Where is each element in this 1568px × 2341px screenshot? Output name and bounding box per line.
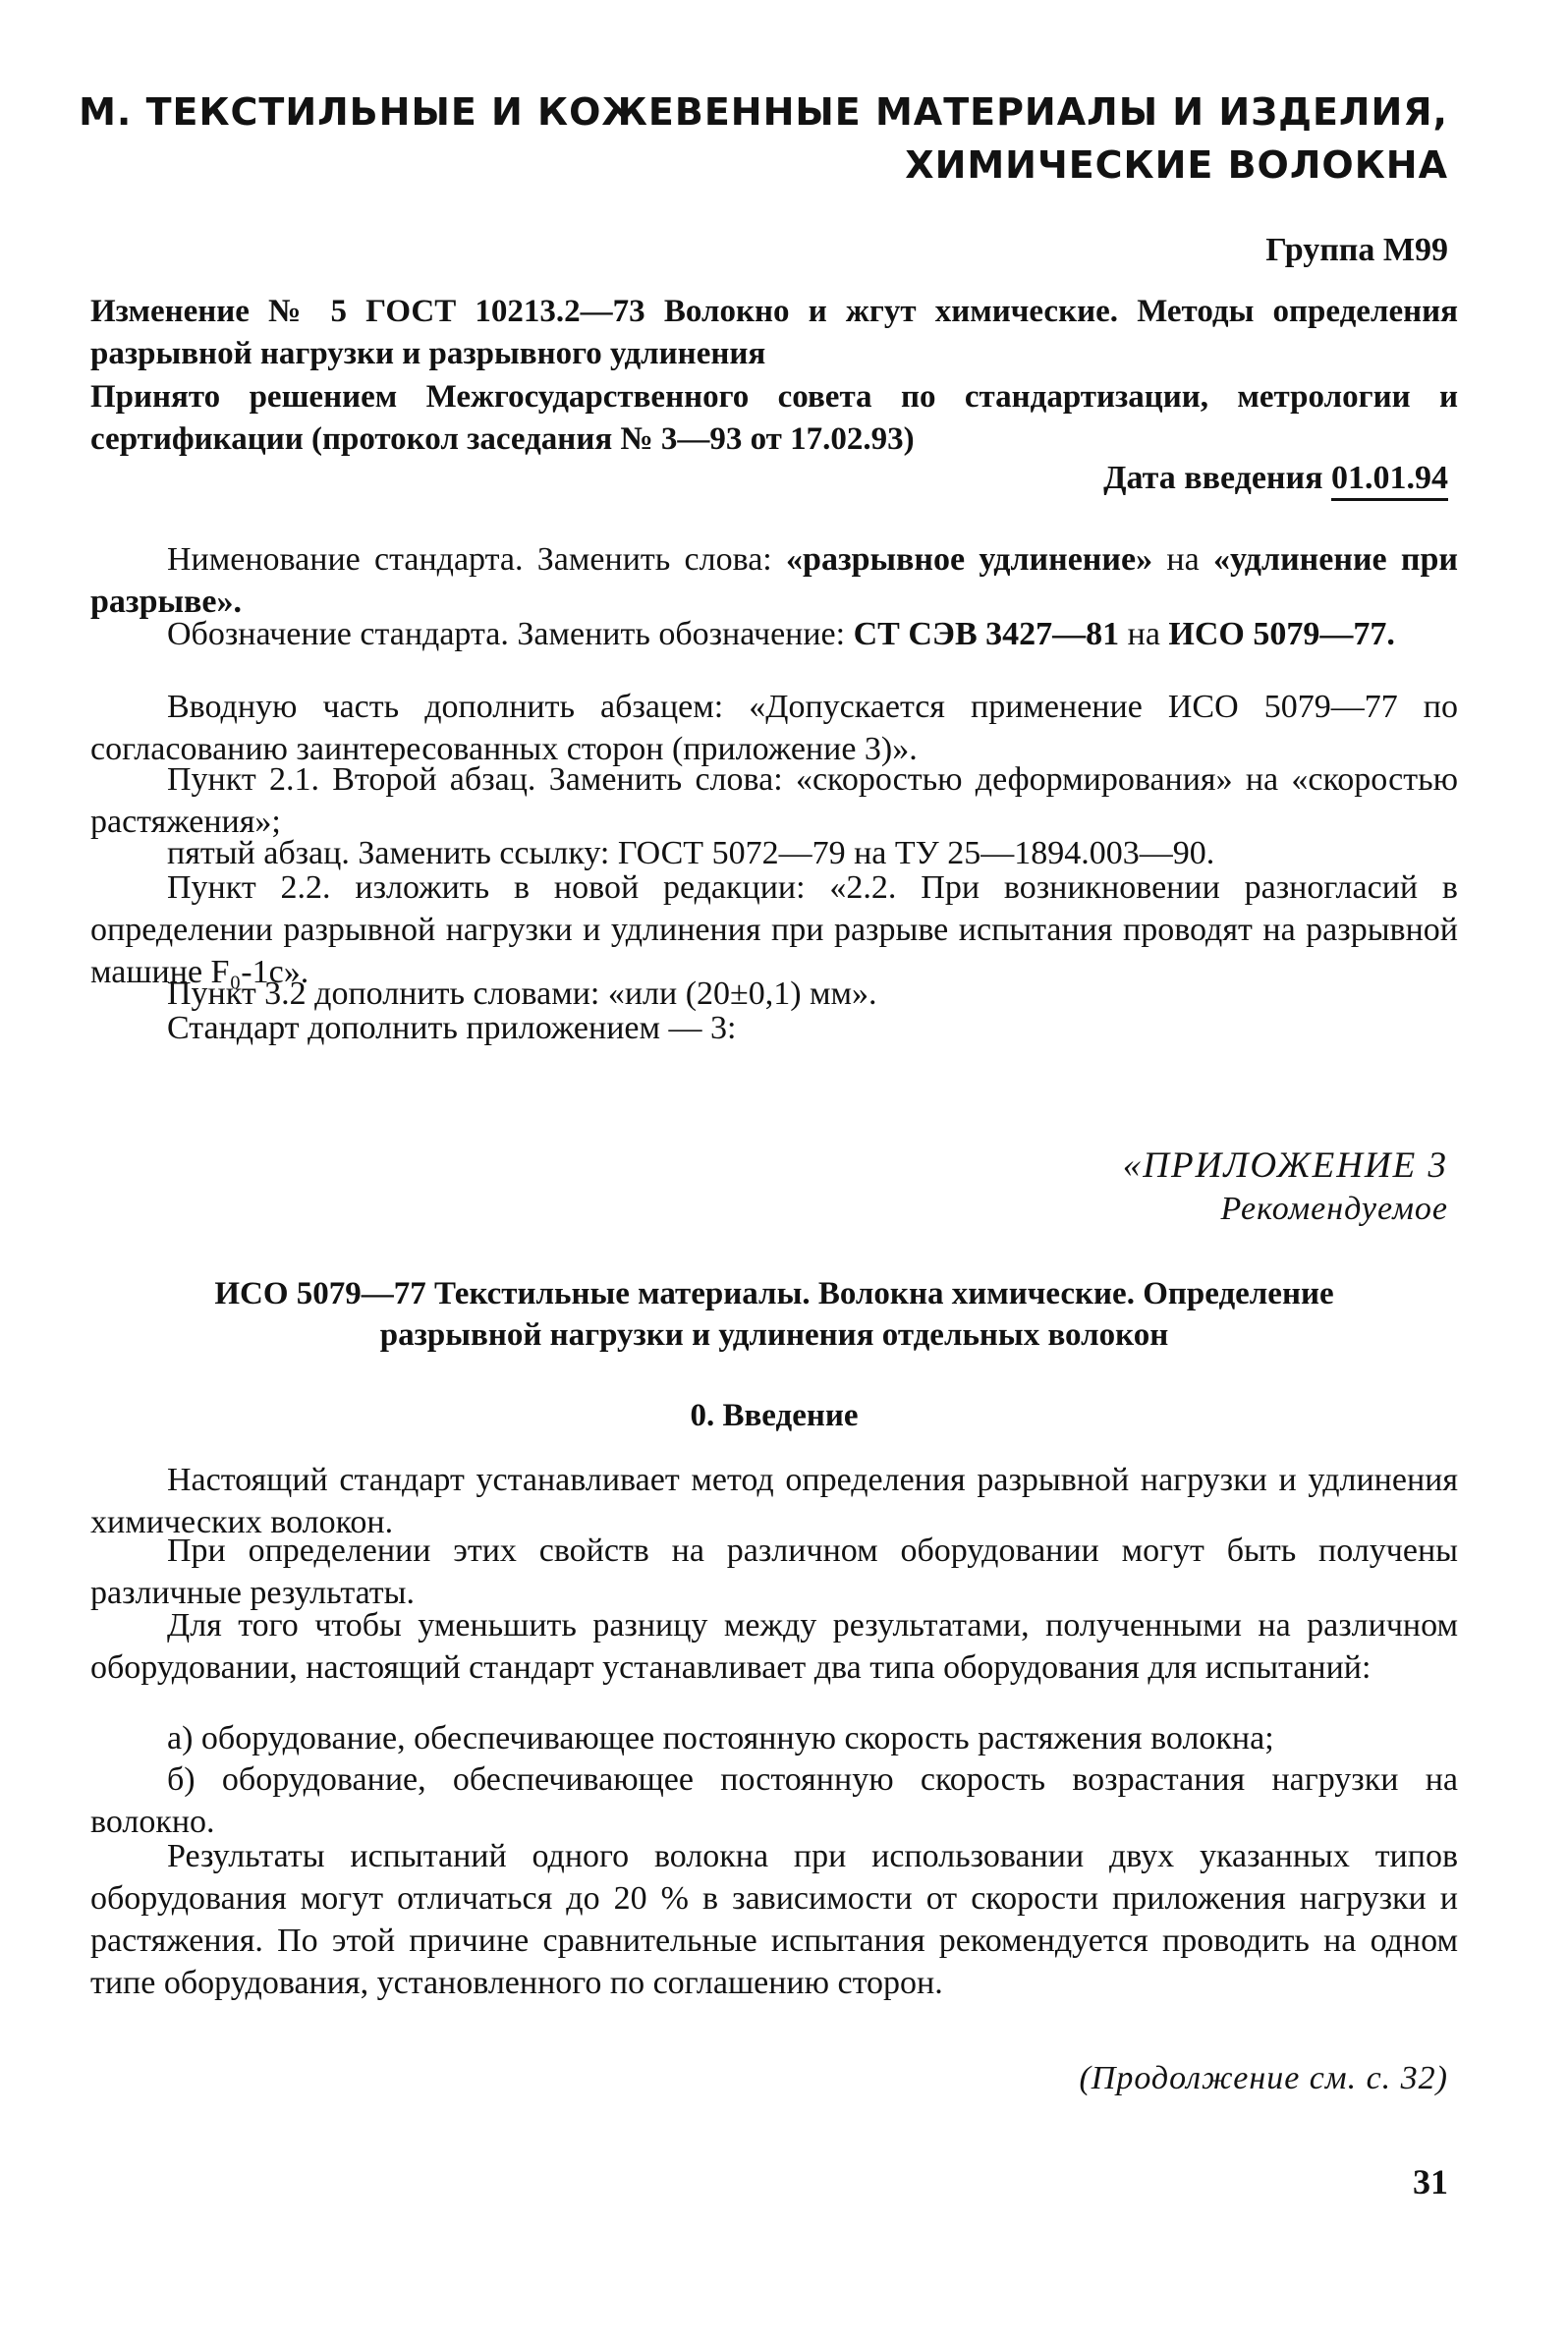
text-run-bold: «удлинение при разрыве».	[90, 541, 1459, 620]
effective-date-value: 01.01.94	[1331, 460, 1448, 501]
change-paragraph-3: Вводную часть дополнить абзацем: «Допускается применение ИСО 5079—77 по согласованию заинтересованных сторон (приложение 3)».	[90, 689, 1458, 767]
appendix-title-line1: ИСО 5079—77 Текстильные материалы. Волокна химические. Определение	[214, 1276, 1334, 1311]
intro-paragraph-1: Настоящий стандарт устанавливает метод определения разрывной нагрузки и удлинения химических волокон.	[90, 1462, 1458, 1540]
change-paragraph-8: Стандарт дополнить приложением — 3:	[167, 1010, 737, 1046]
intro-paragraph-4: а) оборудование, обеспечивающее постоянную скорость растяжения волокна;	[167, 1720, 1274, 1756]
text-run-bold: ИСО 5079—77.	[1168, 616, 1395, 652]
text-run-bold: «разрывное удлинение»	[786, 541, 1153, 578]
text-run: Нименование стандарта. Заменить слова:	[167, 541, 787, 578]
appendix-status: Рекомендуемое	[1220, 1191, 1448, 1227]
text-run: на	[1119, 616, 1169, 652]
change-paragraph-5: пятый абзац. Заменить ссылку: ГОСТ 5072—79 на ТУ 25—1894.003—90.	[167, 835, 1215, 871]
text-run-bold: СТ СЭВ 3427—81	[853, 616, 1120, 652]
section-heading-line1: М. ТЕКСТИЛЬНЫЕ И КОЖЕВЕННЫЕ МАТЕРИАЛЫ И ИЗДЕЛИЯ,	[79, 90, 1448, 134]
intro-paragraph-5: б) оборудование, обеспечивающее постоянную скорость возрастания нагрузки на волокно.	[90, 1761, 1458, 1840]
text-run: Обозначение стандарта. Заменить обозначение:	[167, 616, 854, 652]
intro-paragraph-6: Результаты испытаний одного волокна при использовании двух указанных типов оборудования могут отличаться до 20 % в зависимости от скорости приложения нагрузки и растяжения. По этой причине сравнительные испытания рекомендуется проводить на одном типе оборудования, установленного по соглашению сторон.	[90, 1838, 1458, 2001]
group-code: Группа М99	[1265, 232, 1448, 268]
change-paragraph-6: Пункт 2.2. изложить в новой редакции: «2.2. При возникновении разногласий в определении разрывной нагрузки и удлинения при разрыве испытания проводят на разрывной машине F₀-1с».	[90, 869, 1458, 990]
intro-paragraph-2: При определении этих свойств на различном оборудовании могут быть получены различные результаты.	[90, 1533, 1458, 1611]
page-number: 31	[1413, 2162, 1448, 2202]
text-run: на	[1152, 541, 1213, 578]
effective-date-label: Дата введения	[1103, 460, 1323, 496]
continuation-note: (Продолжение см. с. 32)	[1079, 2060, 1448, 2096]
change-paragraph-1	[90, 538, 1458, 623]
change-paragraph-2	[90, 613, 1458, 655]
section-introduction: 0. Введение	[690, 1398, 859, 1433]
change-paragraph-4: Пункт 2.1. Второй абзац. Заменить слова: «скоростью деформирования» на «скоростью растяжения»;	[90, 761, 1458, 840]
change-paragraph-7: Пункт 3.2 дополнить словами: «или (20±0,1) мм».	[167, 975, 877, 1012]
section-heading-line2: ХИМИЧЕСКИЕ ВОЛОКНА	[905, 143, 1448, 187]
amendment-adopted: Принято решением Межгосударственного совета по стандартизации, метрологии и сертификации (протокол заседания № 3—93 от 17.02.93)	[90, 379, 1458, 457]
appendix-title-line2: разрывной нагрузки и удлинения отдельных волокон	[379, 1317, 1169, 1353]
effective-date	[1103, 460, 1448, 497]
amendment-title: Изменение № 5 ГОСТ 10213.2—73 Волокно и жгут химические. Методы определения разрывной нагрузки и разрывного удлинения	[90, 294, 1458, 371]
appendix-label: «ПРИЛОЖЕНИЕ 3	[1122, 1145, 1448, 1186]
intro-paragraph-3: Для того чтобы уменьшить разницу между результатами, полученными на различном оборудовании, настоящий стандарт устанавливает два типа оборудования для испытаний:	[90, 1607, 1458, 1686]
